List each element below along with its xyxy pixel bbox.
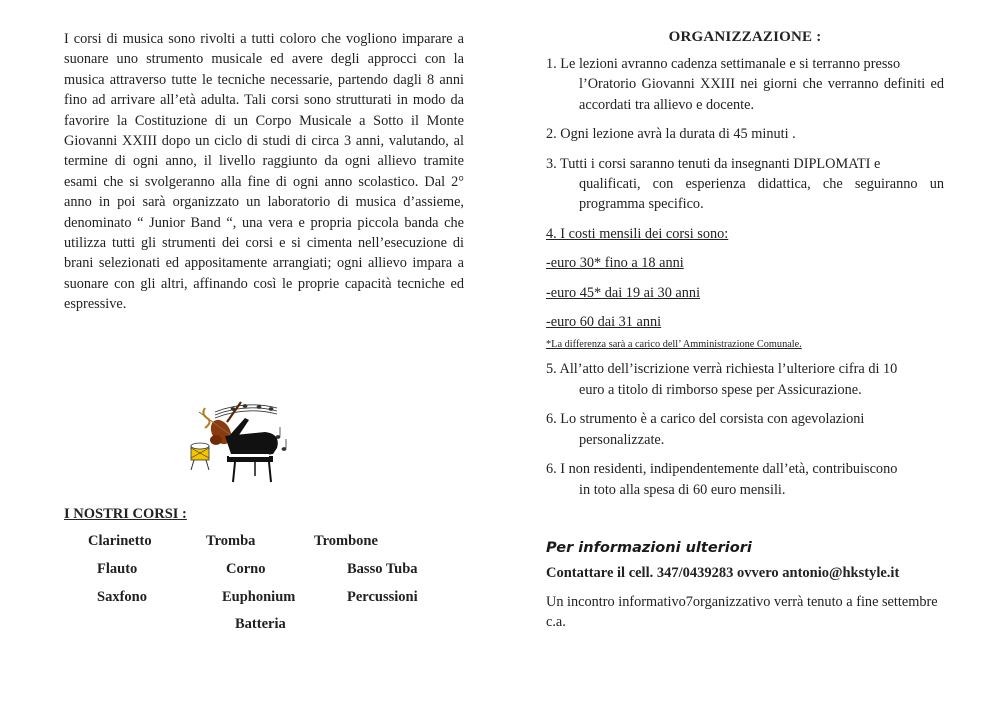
cost-line: -euro 45* dai 19 ai 30 anni [546, 284, 701, 301]
grand-piano-icon [225, 418, 278, 482]
course-item: Clarinetto [88, 533, 152, 549]
intro-column [64, 29, 464, 315]
cost-line: -euro 60 dai 31 anni [546, 314, 662, 331]
music-illustration [185, 396, 295, 486]
course-item: Tromba [206, 533, 256, 549]
organization-column [546, 29, 944, 500]
cost-note: *La differenza sarà a carico dell’ Amministrazione Comunale. [546, 339, 802, 351]
meeting-note: Un incontro informativo7organizzativo verrà tenuto a fine settembre c.a. [546, 594, 938, 631]
course-item: Trombone [314, 533, 378, 549]
org-item-2: 2. Ogni lezione avrà la durata di 45 minuti . [546, 126, 796, 143]
org-item-1 [546, 54, 944, 115]
org-item-5 [546, 359, 944, 400]
contact-line: Contattare il cell. 347/0439283 ovvero antonio@hkstyle.it [546, 565, 900, 581]
org-item-6a [546, 409, 944, 450]
course-item: Corno [226, 561, 266, 577]
intro-paragraph: I corsi di musica sono rivolti a tutti coloro che vogliono imparare a suonare uno strumento musicale ed avere degli approcci con la musica attraverso tutte le tecniche necessarie, partendo dagli 8 anni fino ad arrivare all’età adulta. Tali corsi sono strutturati in modo da favorire la Costituzione di un Corpo Musicale a Sotto il Monte Giovanni XXIII dopo un ciclo di studi di circa 3 anni, valutando, al termine di ogni anno, il livello raggiunto da ogni allievo tramite esami che si svolgeranno alla fine di ogni anno scolastico. Dal 2° anno in poi sarà organizzato un laboratorio di musica d’assieme, denominato “ Junior Band “, una vera e propria piccola banda che utilizza tutti gli strumenti dei corsi e si cimenta nell’esecuzione di brani selezionati ed appositamente arrangiati; ogni allievo impara a suonare con gli altri, affinando così le proprie capacità tecniche ed espressive. [64, 31, 464, 313]
org-item-4: 4. I costi mensili dei corsi sono: [546, 225, 729, 242]
info-title: Per informazioni ulteriori [546, 540, 752, 556]
courses-title: I NOSTRI CORSI : [64, 506, 187, 522]
org-item-6b-rest: in toto alla spesa di 60 euro mensili. [579, 481, 786, 498]
org-item-1-first: 1. Le lezioni avranno cadenza settimanale e si terranno presso [546, 56, 901, 72]
course-item: Euphonium [222, 589, 296, 605]
org-item-5-rest: euro a titolo di rimborso spese per Assicurazione. [579, 381, 862, 398]
org-item-6b-first: 6. I non residenti, indipendentemente dall’età, contribuiscono [546, 461, 898, 478]
org-item-6b [546, 459, 944, 500]
course-item: Saxfono [97, 589, 147, 605]
org-item-3-first: 3. Tutti i corsi saranno tenuti da insegnanti DIPLOMATI e [546, 155, 881, 172]
org-item-3 [546, 154, 944, 215]
org-item-3-rest: qualificati, con esperienza didattica, che seguiranno un programma specifico. [579, 176, 944, 213]
organization-title: ORGANIZZAZIONE : [668, 29, 822, 45]
course-item: Basso Tuba [347, 561, 418, 577]
org-item-5-first: 5. All’atto dell’iscrizione verrà richiesta l’ulteriore cifra di 10 [546, 361, 898, 378]
org-item-6a-rest: personalizzate. [579, 431, 665, 448]
drum-icon [191, 443, 209, 470]
course-item: Flauto [97, 561, 138, 577]
org-item-6a-first: 6. Lo strumento è a carico del corsista con agevolazioni [546, 411, 865, 428]
course-item: Batteria [235, 616, 286, 632]
org-item-1-rest: l’Oratorio Giovanni XXIII nei giorni che verranno definiti ed accordati tra allievo e docente. [579, 76, 944, 113]
course-item: Percussioni [347, 589, 418, 605]
cost-line: -euro 30* fino a 18 anni [546, 255, 684, 272]
